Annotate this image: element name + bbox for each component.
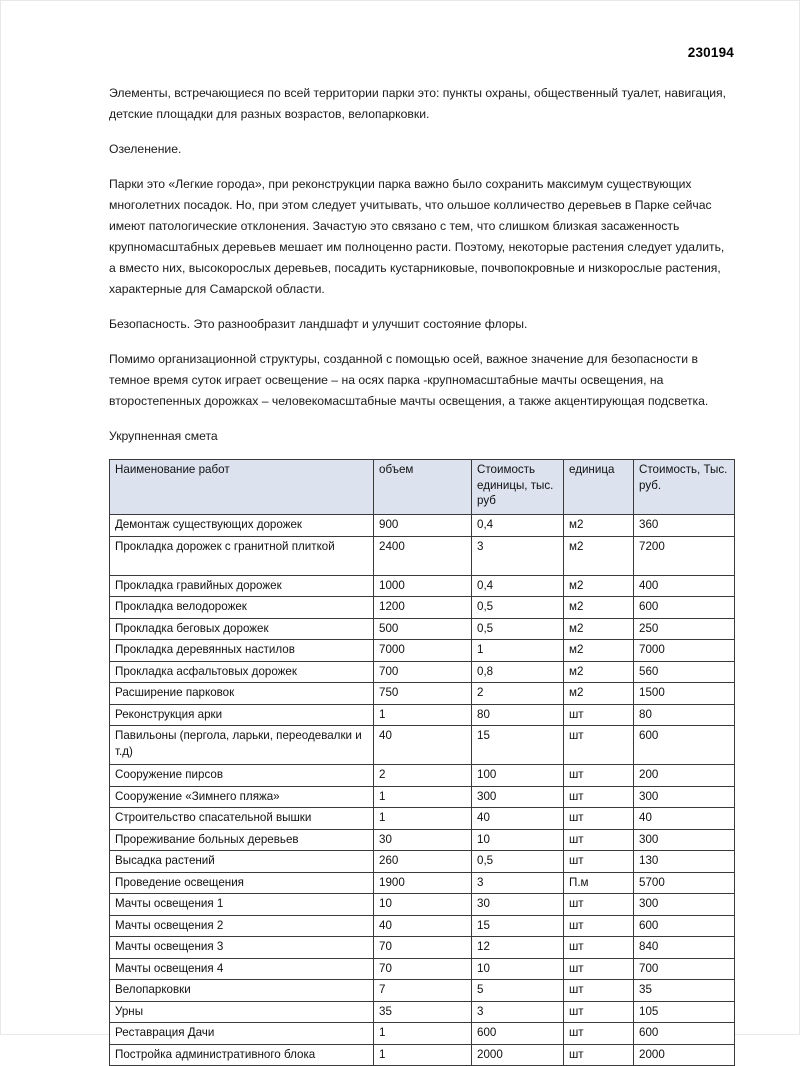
cell-work-name: Мачты освещения 2 bbox=[110, 915, 374, 937]
paragraph-safety: Безопасность. Это разнообразит ландшафт и улучшит состояние флоры. bbox=[109, 317, 528, 332]
cell-work-name: Сооружение пирсов bbox=[110, 765, 374, 787]
cell-work-name: Мачты освещения 3 bbox=[110, 937, 374, 959]
table-row bbox=[110, 640, 735, 662]
cell-work-volume: 900 bbox=[374, 515, 472, 537]
cell-work-volume: 260 bbox=[374, 851, 472, 873]
cell-work-name: Мачты освещения 1 bbox=[110, 894, 374, 916]
table-row bbox=[110, 536, 735, 575]
cell-work-total: 35 bbox=[634, 980, 735, 1002]
cell-work-unit: П.м bbox=[564, 872, 634, 894]
page-content bbox=[109, 45, 734, 1066]
table-row bbox=[110, 683, 735, 705]
cell-work-volume: 500 bbox=[374, 618, 472, 640]
cell-work-unit: шт bbox=[564, 786, 634, 808]
cell-work-unit-cost: 100 bbox=[472, 765, 564, 787]
cell-work-unit: м2 bbox=[564, 683, 634, 705]
cell-work-total: 7200 bbox=[634, 536, 735, 575]
column-header-unit-cost: Стоимость единицы, тыс. руб bbox=[472, 460, 564, 515]
cell-work-unit-cost: 0,8 bbox=[472, 661, 564, 683]
table-row bbox=[110, 915, 735, 937]
cell-work-total: 130 bbox=[634, 851, 735, 873]
estimate-table bbox=[109, 459, 735, 1066]
paragraph-parks-lungs: Парки это «Легкие города», при реконструкции парка важно было сохранить максимум существующих многолетних посадок. Но, при этом следует учитывать, что ольшое колличество деревьев в Парке сейчас имеют патологические отклонения. Зачастую это связано с тем, что слишком близкая засаженность крупномасштабных деревьев мешает им полноценно расти. Поэтому, некоторые растения следует удалить, а вместо них, высокорослых деревьев, посадить кустарниковые, почвопокровные и низкорослые растения, характерные для Самарской области. bbox=[109, 177, 725, 297]
cell-work-volume: 7 bbox=[374, 980, 472, 1002]
cell-work-volume: 2400 bbox=[374, 536, 472, 575]
cell-work-name: Прокладка беговых дорожек bbox=[110, 618, 374, 640]
paragraph-landscaping-heading: Озеленение. bbox=[109, 142, 182, 157]
cell-work-total: 7000 bbox=[634, 640, 735, 662]
cell-work-unit: шт bbox=[564, 851, 634, 873]
cell-work-name: Реставрация Дачи bbox=[110, 1023, 374, 1045]
cell-work-unit-cost: 3 bbox=[472, 872, 564, 894]
cell-work-unit-cost: 0,5 bbox=[472, 618, 564, 640]
cell-work-unit: шт bbox=[564, 915, 634, 937]
table-row bbox=[110, 1023, 735, 1045]
cell-work-name: Высадка растений bbox=[110, 851, 374, 873]
cell-work-unit: шт bbox=[564, 980, 634, 1002]
cell-work-volume: 70 bbox=[374, 937, 472, 959]
cell-work-unit: шт bbox=[564, 765, 634, 787]
cell-work-total: 600 bbox=[634, 597, 735, 619]
table-row bbox=[110, 515, 735, 537]
cell-work-volume: 10 bbox=[374, 894, 472, 916]
page-number: 230194 bbox=[687, 45, 734, 60]
column-header-unit: единица bbox=[564, 460, 634, 515]
column-header-volume: объем bbox=[374, 460, 472, 515]
cell-work-total: 400 bbox=[634, 575, 735, 597]
cell-work-unit-cost: 10 bbox=[472, 958, 564, 980]
cell-work-volume: 70 bbox=[374, 958, 472, 980]
cell-work-unit: м2 bbox=[564, 640, 634, 662]
cell-work-unit-cost: 10 bbox=[472, 829, 564, 851]
table-row bbox=[110, 1001, 735, 1023]
cell-work-unit-cost: 15 bbox=[472, 726, 564, 765]
cell-work-unit-cost: 40 bbox=[472, 808, 564, 830]
cell-work-unit-cost: 15 bbox=[472, 915, 564, 937]
table-row bbox=[110, 597, 735, 619]
cell-work-unit: шт bbox=[564, 704, 634, 726]
cell-work-unit-cost: 2 bbox=[472, 683, 564, 705]
cell-work-unit: шт bbox=[564, 937, 634, 959]
estimate-table-header bbox=[110, 460, 735, 515]
cell-work-unit-cost: 80 bbox=[472, 704, 564, 726]
cell-work-total: 2000 bbox=[634, 1044, 735, 1066]
cell-work-unit-cost: 2000 bbox=[472, 1044, 564, 1066]
cell-work-unit: м2 bbox=[564, 618, 634, 640]
cell-work-unit: м2 bbox=[564, 597, 634, 619]
table-header-row bbox=[110, 460, 735, 515]
cell-work-unit: м2 bbox=[564, 515, 634, 537]
cell-work-name: Урны bbox=[110, 1001, 374, 1023]
cell-work-volume: 1 bbox=[374, 786, 472, 808]
cell-work-name: Прокладка дорожек с гранитной плиткой bbox=[110, 536, 374, 575]
table-row bbox=[110, 704, 735, 726]
table-row bbox=[110, 618, 735, 640]
cell-work-name: Строительство спасательной вышки bbox=[110, 808, 374, 830]
cell-work-unit-cost: 0,5 bbox=[472, 597, 564, 619]
cell-work-volume: 1 bbox=[374, 704, 472, 726]
cell-work-name: Павильоны (пергола, ларьки, переодевалки и т.д) bbox=[110, 726, 374, 765]
column-header-name: Наименование работ bbox=[110, 460, 374, 515]
cell-work-unit: шт bbox=[564, 829, 634, 851]
section-label-estimate: Укрупненная смета bbox=[109, 429, 218, 444]
cell-work-volume: 40 bbox=[374, 726, 472, 765]
cell-work-volume: 30 bbox=[374, 829, 472, 851]
table-row bbox=[110, 958, 735, 980]
cell-work-total: 200 bbox=[634, 765, 735, 787]
table-row bbox=[110, 808, 735, 830]
cell-work-total: 700 bbox=[634, 958, 735, 980]
cell-work-total: 250 bbox=[634, 618, 735, 640]
cell-work-unit-cost: 600 bbox=[472, 1023, 564, 1045]
cell-work-total: 300 bbox=[634, 894, 735, 916]
cell-work-name: Сооружение «Зимнего пляжа» bbox=[110, 786, 374, 808]
cell-work-unit: шт bbox=[564, 894, 634, 916]
cell-work-unit-cost: 0,4 bbox=[472, 515, 564, 537]
table-row bbox=[110, 1044, 735, 1066]
paragraph-lighting: Помимо организационной структуры, созданной с помощью осей, важное значение для безопасности в темное время суток играет освещение – на осях парка -крупномасштабные мачты освещения, на второстепенных дорожках – человекомасштабные мачты освещения, а также акцентирующая подсветка. bbox=[109, 352, 709, 409]
cell-work-volume: 1200 bbox=[374, 597, 472, 619]
cell-work-name: Расширение парковок bbox=[110, 683, 374, 705]
cell-work-name: Мачты освещения 4 bbox=[110, 958, 374, 980]
cell-work-name: Реконструкция арки bbox=[110, 704, 374, 726]
cell-work-unit-cost: 0,5 bbox=[472, 851, 564, 873]
cell-work-unit: шт bbox=[564, 958, 634, 980]
column-header-total: Стоимость, Тыс. руб. bbox=[634, 460, 735, 515]
table-row bbox=[110, 726, 735, 765]
cell-work-volume: 750 bbox=[374, 683, 472, 705]
cell-work-unit-cost: 0,4 bbox=[472, 575, 564, 597]
table-row bbox=[110, 980, 735, 1002]
cell-work-total: 560 bbox=[634, 661, 735, 683]
cell-work-volume: 1 bbox=[374, 808, 472, 830]
estimate-table-body bbox=[110, 515, 735, 1066]
paragraph-elements: Элементы, встречающиеся по всей территории парки это: пункты охраны, общественный туалет, навигация, детские площадки для разных возрастов, велопарковки. bbox=[109, 86, 727, 122]
cell-work-unit: м2 bbox=[564, 575, 634, 597]
cell-work-unit-cost: 1 bbox=[472, 640, 564, 662]
cell-work-volume: 40 bbox=[374, 915, 472, 937]
cell-work-volume: 1 bbox=[374, 1023, 472, 1045]
cell-work-name: Прореживание больных деревьев bbox=[110, 829, 374, 851]
table-row bbox=[110, 786, 735, 808]
cell-work-total: 600 bbox=[634, 726, 735, 765]
cell-work-volume: 1000 bbox=[374, 575, 472, 597]
cell-work-name: Прокладка гравийных дорожек bbox=[110, 575, 374, 597]
cell-work-volume: 1 bbox=[374, 1044, 472, 1066]
table-row bbox=[110, 937, 735, 959]
table-row bbox=[110, 829, 735, 851]
cell-work-total: 40 bbox=[634, 808, 735, 830]
cell-work-name: Постройка административного блока bbox=[110, 1044, 374, 1066]
table-row bbox=[110, 894, 735, 916]
cell-work-total: 840 bbox=[634, 937, 735, 959]
table-row bbox=[110, 765, 735, 787]
cell-work-unit-cost: 30 bbox=[472, 894, 564, 916]
cell-work-unit-cost: 5 bbox=[472, 980, 564, 1002]
cell-work-unit-cost: 3 bbox=[472, 1001, 564, 1023]
cell-work-name: Велопарковки bbox=[110, 980, 374, 1002]
cell-work-total: 105 bbox=[634, 1001, 735, 1023]
cell-work-unit: шт bbox=[564, 726, 634, 765]
cell-work-unit-cost: 300 bbox=[472, 786, 564, 808]
cell-work-volume: 1900 bbox=[374, 872, 472, 894]
cell-work-total: 600 bbox=[634, 915, 735, 937]
cell-work-unit: шт bbox=[564, 1023, 634, 1045]
cell-work-name: Демонтаж существующих дорожек bbox=[110, 515, 374, 537]
cell-work-unit: м2 bbox=[564, 661, 634, 683]
cell-work-volume: 35 bbox=[374, 1001, 472, 1023]
cell-work-volume: 7000 bbox=[374, 640, 472, 662]
table-row bbox=[110, 575, 735, 597]
cell-work-total: 600 bbox=[634, 1023, 735, 1045]
cell-work-total: 300 bbox=[634, 786, 735, 808]
table-row bbox=[110, 851, 735, 873]
cell-work-unit: шт bbox=[564, 808, 634, 830]
cell-work-total: 360 bbox=[634, 515, 735, 537]
cell-work-name: Прокладка деревянных настилов bbox=[110, 640, 374, 662]
table-row bbox=[110, 661, 735, 683]
table-row bbox=[110, 872, 735, 894]
cell-work-name: Проведение освещения bbox=[110, 872, 374, 894]
cell-work-unit-cost: 12 bbox=[472, 937, 564, 959]
cell-work-unit: м2 bbox=[564, 536, 634, 575]
cell-work-unit-cost: 3 bbox=[472, 536, 564, 575]
cell-work-total: 1500 bbox=[634, 683, 735, 705]
cell-work-name: Прокладка асфальтовых дорожек bbox=[110, 661, 374, 683]
cell-work-name: Прокладка велодорожек bbox=[110, 597, 374, 619]
cell-work-total: 5700 bbox=[634, 872, 735, 894]
cell-work-total: 80 bbox=[634, 704, 735, 726]
cell-work-volume: 2 bbox=[374, 765, 472, 787]
cell-work-unit: шт bbox=[564, 1044, 634, 1066]
cell-work-unit: шт bbox=[564, 1001, 634, 1023]
cell-work-volume: 700 bbox=[374, 661, 472, 683]
cell-work-total: 300 bbox=[634, 829, 735, 851]
